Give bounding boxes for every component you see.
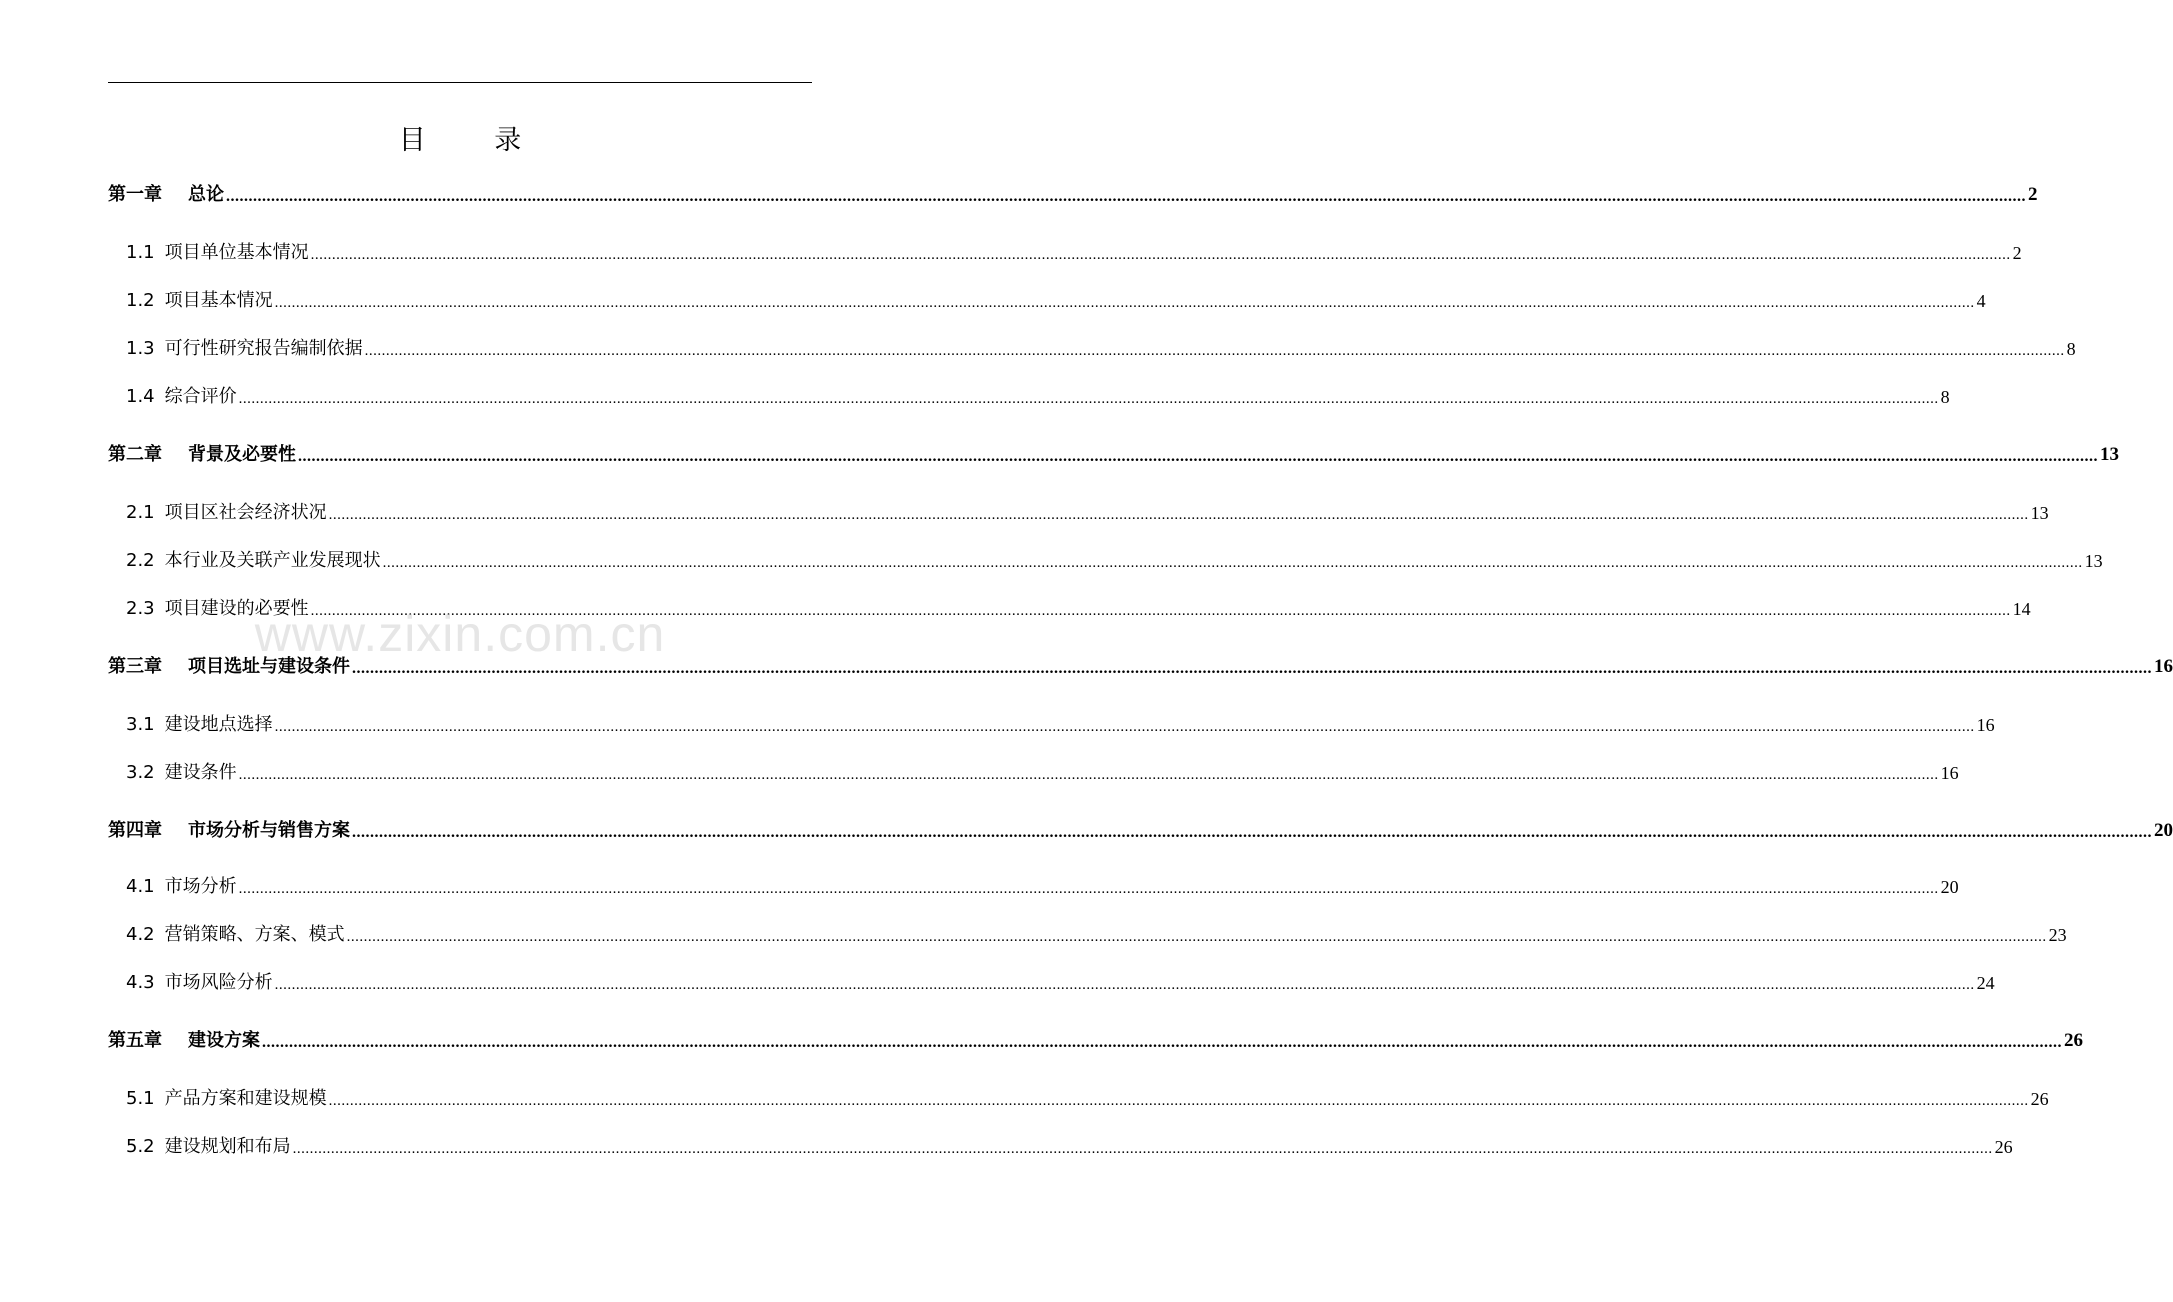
toc-entry-text: 可行性研究报告编制依据 [164,338,363,359]
toc-entry-text: 本行业及关联产业发展现状 [164,550,381,571]
toc-leader-dots: ................................................................................................................................................................................................................................................................................................................................................................................................................ [274,977,1975,993]
toc-section-entry[interactable] [108,1082,2049,1110]
toc-page-number: 20 [2154,820,2173,841]
toc-page-number: 13 [2030,503,2049,523]
toc-entry-text: 建设地点选择 [164,714,273,735]
toc-entry-label [126,1132,291,1158]
toc-leader-dots: ................................................................................................................................................................................................................................................................................................................................................................................................................ [262,1034,2062,1051]
toc-entry-text: 项目单位基本情况 [164,242,309,263]
toc-entry-text: 市场分析与销售方案 [188,820,350,841]
toc-section-entry[interactable] [108,380,1950,408]
toc-entry-label [126,382,237,408]
toc-entry-number: 2.2 [126,550,155,571]
toc-entry-label [126,872,237,898]
toc-section-entry[interactable] [108,870,1959,898]
toc-chapter-entry[interactable] [108,438,2119,466]
toc-page-number: 20 [1940,877,1959,897]
toc-entry-text: 营销策略、方案、模式 [164,924,345,945]
watermark: www.zixin.com.cn [254,606,666,662]
toc-entry-text: 背景及必要性 [188,444,296,465]
toc-entry-label [108,440,296,466]
toc-entry-number: 第三章 [108,656,162,677]
toc-entry-number: 第四章 [108,820,162,841]
toc-entry-number: 5.1 [126,1088,155,1109]
toc-entry-text: 市场风险分析 [164,972,273,993]
toc-entry-number: 4.1 [126,876,155,897]
toc-entry-text: 综合评价 [164,386,237,407]
toc-entry-label [108,1026,260,1052]
toc-entry-label [126,1084,327,1110]
toc-page-number: 16 [1940,763,1959,783]
toc-section-entry[interactable] [108,332,2076,360]
toc-entry-text: 建设规划和布局 [164,1136,291,1157]
toc-page-number: 26 [1994,1137,2013,1157]
toc-entry-number: 3.1 [126,714,155,735]
toc-entry-label [126,498,327,524]
toc-entry-text: 总论 [188,184,224,205]
toc-entry-number: 1.1 [126,242,155,263]
toc-section-entry[interactable] [108,496,2049,524]
toc-leader-dots: ................................................................................................................................................................................................................................................................................................................................................................................................................ [382,555,2083,571]
toc-page-number: 16 [2154,656,2173,677]
toc-entry-number: 3.2 [126,762,155,783]
toc-leader-dots: ................................................................................................................................................................................................................................................................................................................................................................................................................ [310,603,2011,619]
toc-entry-label [126,334,363,360]
toc-page-number: 4 [1976,291,1986,311]
toc-page-number: 26 [2030,1089,2049,1109]
toc-chapter-entry[interactable] [108,814,2173,842]
toc-section-entry[interactable] [108,236,2022,264]
toc-entry-number: 5.2 [126,1136,155,1157]
toc-section-entry[interactable] [108,544,2103,572]
toc-page-number: 24 [1976,973,1995,993]
toc-page-number: 2 [2028,184,2038,205]
toc-leader-dots: ................................................................................................................................................................................................................................................................................................................................................................................................................ [274,295,1975,311]
toc-entry-text: 建设方案 [188,1030,260,1051]
toc-leader-dots: ................................................................................................................................................................................................................................................................................................................................................................................................................ [238,881,1939,897]
toc-entry-number: 1.3 [126,338,155,359]
toc-leader-dots: ................................................................................................................................................................................................................................................................................................................................................................................................................ [352,660,2152,677]
toc-leader-dots: ................................................................................................................................................................................................................................................................................................................................................................................................................ [292,1141,1993,1157]
toc-entry-number: 1.4 [126,386,155,407]
toc-entry-number: 4.3 [126,972,155,993]
toc-page-number: 8 [1940,387,1950,407]
toc-entry-label [126,968,273,994]
toc-page-number: 2 [2012,243,2022,263]
toc-leader-dots: ................................................................................................................................................................................................................................................................................................................................................................................................................ [238,767,1939,783]
toc-entry-label [126,238,309,264]
toc-entry-label [126,710,273,736]
toc-page-number: 8 [2066,339,2076,359]
toc-page-number: 14 [2012,599,2031,619]
toc-entry-number: 2.3 [126,598,155,619]
toc-entry-number: 第一章 [108,184,162,205]
toc-page-number: 26 [2064,1030,2083,1051]
toc-entry-number: 第二章 [108,444,162,465]
toc-entry-label [108,816,350,842]
toc-entry-label [126,546,381,572]
toc-leader-dots: ................................................................................................................................................................................................................................................................................................................................................................................................................ [274,719,1975,735]
header-rule [108,82,812,83]
toc-leader-dots: ................................................................................................................................................................................................................................................................................................................................................................................................................ [226,188,2026,205]
toc-page-number: 13 [2084,551,2103,571]
toc-entry-text: 产品方案和建设规模 [164,1088,327,1109]
toc-entry-text: 市场分析 [164,876,237,897]
toc-entry-label [108,180,224,206]
toc-section-entry[interactable] [108,966,1995,994]
toc-leader-dots: ................................................................................................................................................................................................................................................................................................................................................................................................................ [298,448,2098,465]
toc-entry-text: 项目选址与建设条件 [188,656,350,677]
toc-entry-text: 建设条件 [164,762,237,783]
toc-entry-text: 项目建设的必要性 [164,598,309,619]
toc-leader-dots: ................................................................................................................................................................................................................................................................................................................................................................................................................ [346,929,2047,945]
toc-section-entry[interactable] [108,1130,2013,1158]
toc-section-entry[interactable] [108,708,1995,736]
toc-entry-number: 2.1 [126,502,155,523]
toc-entry-label [126,920,345,946]
toc-entry-text: 项目基本情况 [164,290,273,311]
toc-leader-dots: ................................................................................................................................................................................................................................................................................................................................................................................................................ [310,247,2011,263]
toc-leader-dots: ................................................................................................................................................................................................................................................................................................................................................................................................................ [238,391,1939,407]
toc-section-entry[interactable] [108,284,1986,312]
toc-leader-dots: ................................................................................................................................................................................................................................................................................................................................................................................................................ [328,1093,2029,1109]
toc-entry-label [126,286,273,312]
toc-leader-dots: ................................................................................................................................................................................................................................................................................................................................................................................................................ [328,507,2029,523]
toc-chapter-entry[interactable] [108,1024,2083,1052]
toc-entry-number: 第五章 [108,1030,162,1051]
toc-section-entry[interactable] [108,918,2067,946]
toc-entry-text: 项目区社会经济状况 [164,502,327,523]
toc-page-number: 16 [1976,715,1995,735]
toc-entry-number: 4.2 [126,924,155,945]
toc-leader-dots: ................................................................................................................................................................................................................................................................................................................................................................................................................ [364,343,2065,359]
toc-section-entry[interactable] [108,756,1959,784]
toc-page-number: 23 [2048,925,2067,945]
toc-entry-number: 1.2 [126,290,155,311]
toc-leader-dots: ................................................................................................................................................................................................................................................................................................................................................................................................................ [352,824,2152,841]
toc-chapter-entry[interactable] [108,178,2038,206]
toc-entry-label [126,758,237,784]
page-title: 目 录 [398,125,552,156]
toc-page-number: 13 [2100,444,2119,465]
